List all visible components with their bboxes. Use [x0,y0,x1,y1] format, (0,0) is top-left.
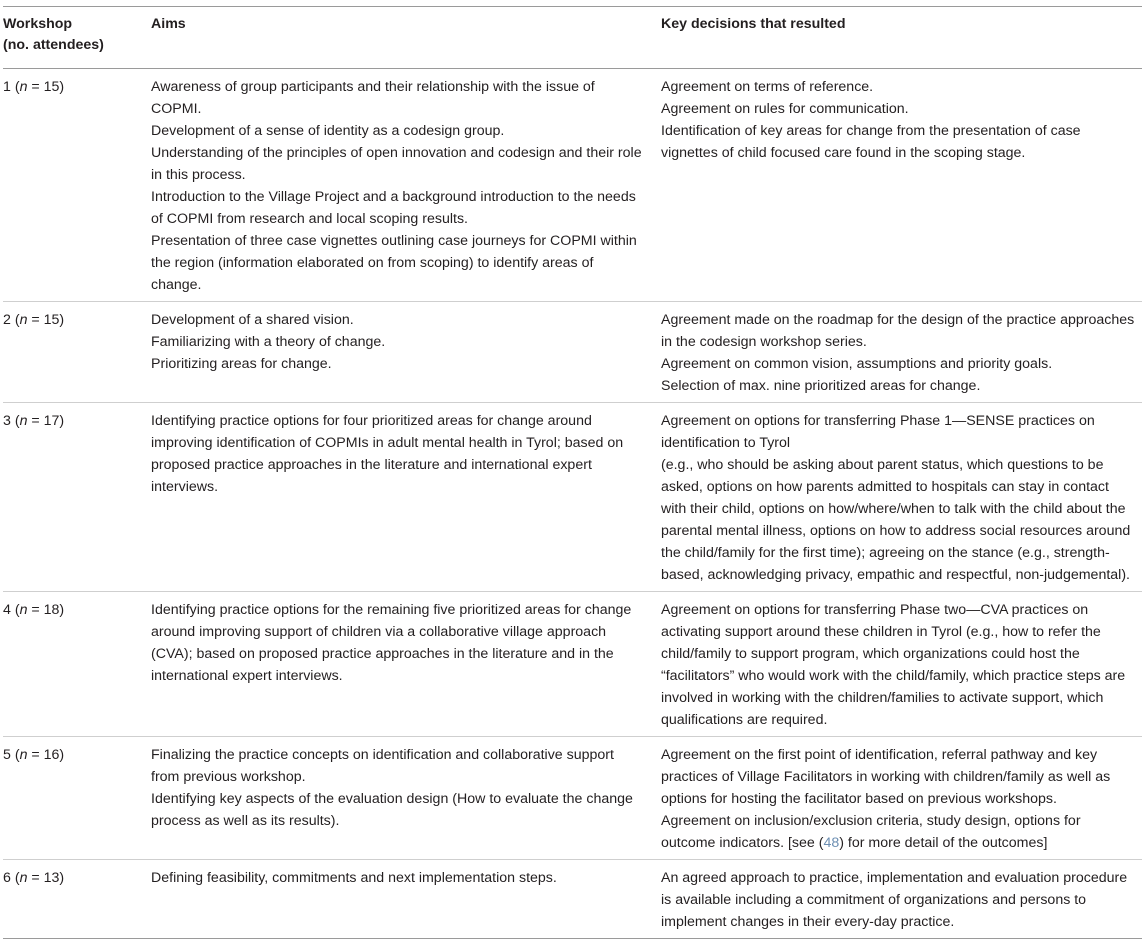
reference-link[interactable]: 48 [823,835,840,851]
header-workshop: Workshop (no. attendees) [3,16,104,53]
decisions-cell: Agreement on terms of reference. Agreement on rules for communication. Identification of key areas for change from the presentation of case vignettes of child focused care found in the scoping stage. [661,79,1081,161]
table-row [3,69,1142,302]
table-row [3,403,1142,592]
header-decisions: Key decisions that resulted [661,16,846,32]
table-row [3,302,1142,403]
header-row [3,7,1142,69]
table-row [3,737,1142,860]
decisions-cell: Agreement made on the roadmap for the design of the practice approaches in the codesign workshop series. Agreement on common vision, assumptions and priority goals. Selection of max. nine prioritized areas for change. [661,312,1135,394]
workshop-cell: 4 (n = 18) [3,602,65,618]
workshop-table [3,6,1142,939]
aims-cell: Development of a shared vision. Familiarizing with a theory of change. Prioritizing areas for change. [151,312,386,372]
aims-cell: Awareness of group participants and their relationship with the issue of COPMI. Development of a sense of identity as a codesign group. Understanding of the principles of open innovation and codesign and their role in this process. Introduction to the Village Project and a background introduction to the needs of COPMI from research and local scoping results. Presentation of three case vignettes outlining case journeys for COPMI within the region (information elaborated on from scoping) to identify areas of change. [151,79,642,293]
workshop-cell: 6 (n = 13) [3,870,65,886]
decisions-cell: Agreement on options for transferring Phase two—CVA practices on activating support around these children in Tyrol (e.g., how to refer the child/family to support program, which organizations could host the “facilitators” who would work with the child/family, which practice steps are involved in working with the children/families to activate support, which qualifications are required. [661,602,1126,728]
aims-cell: Defining feasibility, commitments and next implementation steps. [151,870,557,886]
table-row [3,592,1142,737]
workshop-cell: 2 (n = 15) [3,312,65,328]
decisions-cell: An agreed approach to practice, implementation and evaluation procedure is available including a commitment of organizations and persons to implement changes in their every-day practice. [661,870,1128,930]
workshop-cell: 1 (n = 15) [3,79,65,95]
decisions-cell: Agreement on options for transferring Phase 1—SENSE practices on identification to Tyrol (e.g., who should be asking about parent status, which questions to be asked, options on how parents admitted to hospitals can stay in contact with their child, options on how/where/when to talk with the child about the parental mental illness, options on how to address social resources around the child/family for the first time); agreeing on the stance (e.g., strength-based, acknowledging privacy, empathic and respectful, non-judgemental). [661,413,1131,583]
workshop-cell: 3 (n = 17) [3,413,65,429]
table-row [3,860,1142,939]
aims-cell: Identifying practice options for four prioritized areas for change around improving identification of COPMIs in adult mental health in Tyrol; based on proposed practice approaches in the literature and international expert interviews. [151,413,624,495]
aims-cell: Identifying practice options for the remaining five prioritized areas for change around improving support of children via a collaborative village approach (CVA); based on proposed practice approaches in the literature and in the international expert interviews. [151,602,632,684]
aims-cell: Finalizing the practice concepts on identification and collaborative support from previous workshop. Identifying key aspects of the evaluation design (How to evaluate the change process as well as its results). [151,747,633,829]
decisions-cell: Agreement on the first point of identification, referral pathway and key practices of Village Facilitators in working with children/family as well as options for hosting the facilitator based on previous workshops. Agreement on inclusion/exclusion criteria, study design, options for outcome indicators. [see (48) for more detail of the outcomes] [661,747,1111,851]
workshop-cell: 5 (n = 16) [3,747,65,763]
header-aims: Aims [151,16,186,32]
